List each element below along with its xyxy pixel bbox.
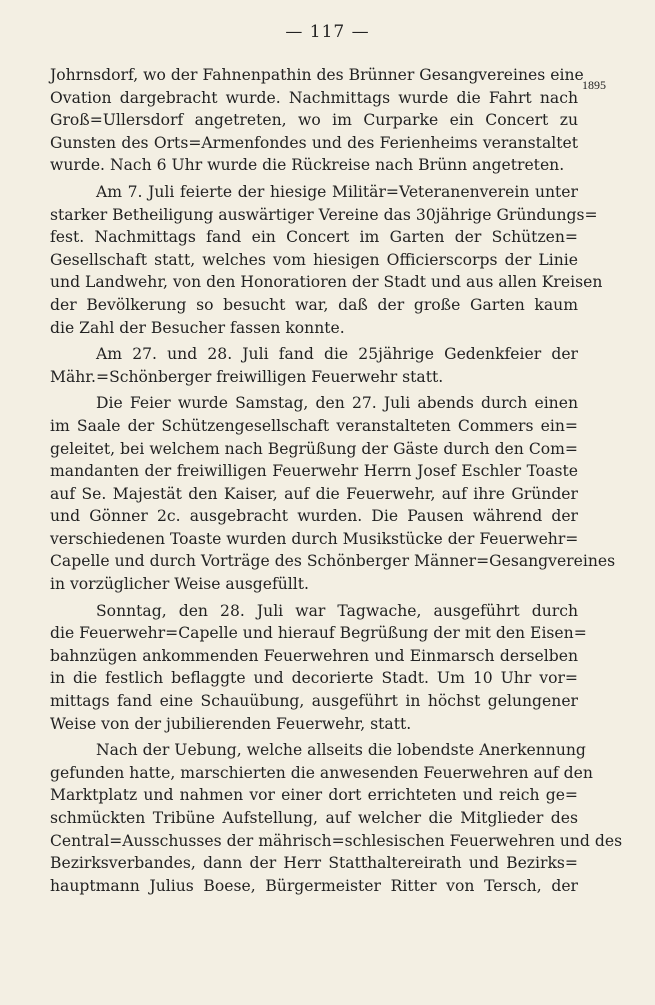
text-line: Sonntag, den 28. Juli war Tagwache, ausgeführt durch — [96, 601, 578, 620]
text-line: und Gönner 2c. ausgebracht wurden. Die Pausen während der — [50, 507, 578, 526]
text-line: Johrnsdorf, wo der Fahnenpathin des Brünner Gesangvereines eine — [50, 66, 584, 84]
text-line: Bezirksverbandes, dann der Herr Statthaltereirath und Bezirks= — [50, 854, 578, 873]
text-line: Central=Ausschusses der mährisch=schlesischen Feuerwehren und des — [50, 831, 623, 850]
text-line: der Bevölkerung so besucht war, daß der große Garten kaum — [50, 295, 578, 314]
text-line: Die Feier wurde Samstag, den 27. Juli abends durch einen — [96, 394, 578, 413]
text-line: Groß=Ullersdorf angetreten, wo im Curparke ein Concert zu — [50, 111, 578, 130]
text-line: in die festlich beflaggte und decorierte Stadt. Um 10 Uhr vor= — [50, 669, 578, 688]
margin-year: 1895 — [582, 78, 606, 92]
text-line: Capelle und durch Vorträge des Schönberger Männer=Gesangvereines — [50, 552, 616, 571]
paragraph — [50, 600, 587, 736]
text-line: starker Betheiligung auswärtiger Vereine das 30jährige Gründungs= — [50, 205, 598, 224]
text-line: Am 27. und 28. Juli fand die 25jährige Gedenkfeier der — [96, 345, 578, 364]
text-line: verschiedenen Toaste wurden durch Musikstücke der Feuerwehr= — [50, 529, 579, 548]
text-line: Ovation dargebracht wurde. Nachmittags wurde die Fahrt nach — [50, 88, 578, 107]
text-line: fest. Nachmittags fand ein Concert im Garten der Schützen= — [50, 228, 578, 247]
text-line: geleitet, bei welchem nach Begrüßung der Gäste durch den Com= — [50, 439, 578, 458]
text-line: die Feuerwehr=Capelle und hierauf Begrüßung der mit den Eisen= — [50, 624, 587, 643]
text-line: und Landwehr, von den Honoratioren der Stadt und aus allen Kreisen — [50, 273, 603, 292]
paragraph — [50, 392, 616, 595]
text-line: Nach der Uebung, welche allseits die lobendste Anerkennung — [96, 741, 586, 760]
text-line: auf Se. Majestät den Kaiser, auf die Feuerwehr, auf ihre Gründer — [50, 484, 578, 503]
text-line: im Saale der Schützengesellschaft veranstalteten Commers ein= — [50, 416, 578, 435]
text-line: hauptmann Julius Boese, Bürgermeister Ritter von Tersch, der — [50, 876, 578, 895]
text-line: wurde. Nach 6 Uhr wurde die Rückreise nach Brünn angetreten. — [50, 156, 565, 175]
text-line: die Zahl der Besucher fassen konnte. — [50, 318, 345, 337]
text-line: in vorzüglicher Weise ausgefüllt. — [50, 575, 309, 594]
text-line: Gunsten des Orts=Armenfondes und des Ferienheims veranstaltet — [50, 133, 578, 152]
page-number: — 117 — — [285, 22, 370, 42]
paragraph — [50, 181, 603, 339]
paragraph — [50, 64, 584, 177]
text-line: Am 7. Juli feierte der hiesige Militär=Veteranenverein unter — [96, 182, 578, 201]
text-line: Gesellschaft statt, welches vom hiesigen Officierscorps der Linie — [50, 250, 578, 269]
text-line: bahnzügen ankommenden Feuerwehren und Einmarsch derselben — [50, 646, 578, 665]
paragraph — [50, 343, 578, 388]
text-line: Marktplatz und nahmen vor einer dort errichteten und reich ge= — [50, 786, 578, 805]
paragraph — [50, 739, 623, 897]
text-line: Weise von der jubilierenden Feuerwehr, statt. — [50, 714, 412, 733]
text-line: schmückten Tribüne Aufstellung, auf welcher die Mitglieder des — [50, 809, 578, 827]
text-line: Mähr.=Schönberger freiwilligen Feuerwehr statt. — [50, 367, 444, 386]
text-line: gefunden hatte, marschierten die anwesenden Feuerwehren auf den — [50, 763, 593, 782]
text-line: mittags fand eine Schauübung, ausgeführt in höchst gelungener — [50, 692, 578, 711]
text-line: mandanten der freiwilligen Feuerwehr Herrn Josef Eschler Toaste — [50, 462, 578, 481]
